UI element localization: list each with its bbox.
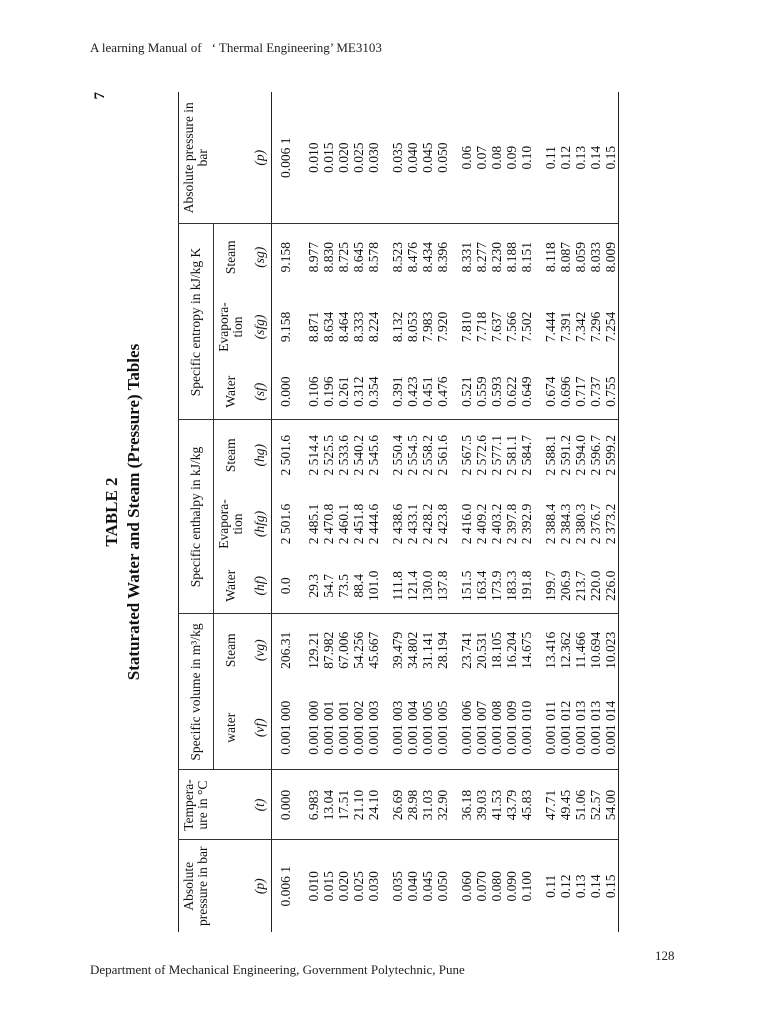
table-cell: 2 384.3 — [557, 503, 573, 545]
table-cell: 7.718 — [473, 311, 489, 343]
rotated-scanned-table — [92, 92, 648, 932]
table-cell: 0.001 001 — [321, 686, 336, 770]
table-cell: 183.3 — [504, 558, 519, 614]
table-row — [519, 92, 534, 932]
table-cell: 34.802 — [404, 631, 420, 669]
table-cell: 8.634 — [320, 311, 336, 343]
table-cell: 10.694 — [587, 631, 603, 669]
table-row — [504, 92, 519, 932]
table-cell: 130.0 — [420, 558, 435, 614]
table-cell: 0.737 — [588, 364, 603, 420]
table-cell: 41.53 — [489, 770, 504, 840]
table-cell: 8.009 — [603, 224, 619, 290]
table-cell: 0.010 — [297, 92, 321, 224]
header-specific-entropy: Specific entropy in kJ/kg K — [179, 224, 214, 420]
table-cell: 151.5 — [450, 558, 474, 614]
table-cell: 0.15 — [603, 840, 619, 932]
symbol-hg: (hg) — [251, 444, 267, 467]
table-row — [351, 92, 366, 932]
table-cell: 7.637 — [488, 311, 504, 343]
table-row — [297, 92, 321, 932]
page-header — [90, 40, 382, 56]
table-cell: 45.667 — [365, 631, 381, 669]
table-cell: 0.090 — [503, 871, 519, 902]
table-cell: 0.391 — [381, 364, 405, 420]
table-cell: 23.741 — [458, 631, 474, 669]
table-cell: 31.03 — [420, 770, 435, 840]
table-cell: 8.871 — [305, 311, 321, 343]
table-cell: 0.423 — [405, 364, 420, 420]
table-cell: 0.476 — [435, 364, 450, 420]
table-cell: 8.333 — [350, 311, 366, 343]
table-cell: 47.71 — [534, 770, 558, 840]
table-cell: 39.479 — [389, 631, 405, 669]
table-cell: 2 485.1 — [305, 503, 321, 545]
symbol-hf: (hf) — [249, 558, 272, 614]
table-cell: 0.001 003 — [381, 686, 405, 770]
table-cell: 2 588.1 — [542, 435, 558, 476]
table-cell: 21.10 — [351, 770, 366, 840]
table-cell: 0.020 — [335, 871, 351, 902]
subheader-entropy-evaporation: Evapora-tion — [215, 302, 245, 352]
table-cell: 2 572.6 — [473, 435, 489, 476]
table-cell: 0.080 — [488, 871, 504, 902]
table-cell: 28.194 — [434, 631, 450, 669]
table-cell: 0.050 — [435, 92, 450, 224]
table-cell: 52.57 — [588, 770, 603, 840]
table-cell: 191.8 — [519, 558, 534, 614]
table-cell: 7.444 — [542, 311, 558, 343]
table-cell: 8.476 — [404, 242, 420, 273]
table-cell: 54.256 — [350, 631, 366, 669]
table-cell: 0.696 — [558, 364, 573, 420]
table-cell: 6.983 — [297, 770, 321, 840]
table-cell: 101.0 — [366, 558, 381, 614]
table-cell: 0.001 012 — [558, 686, 573, 770]
table-cell: 0.001 008 — [489, 686, 504, 770]
table-cell: 0.000 — [271, 770, 297, 840]
table-cell: 29.3 — [297, 558, 321, 614]
table-cell: 2 423.8 — [434, 503, 450, 545]
table-cell: 8.230 — [488, 242, 504, 273]
table-cell: 7.254 — [603, 290, 619, 364]
table-cell: 206.9 — [558, 558, 573, 614]
table-cell: 2 403.2 — [488, 503, 504, 545]
table-cell: 2 596.7 — [587, 435, 603, 476]
table-cell: 24.10 — [366, 770, 381, 840]
table-cell: 2 373.2 — [603, 490, 619, 558]
table-row — [603, 92, 619, 932]
table-row — [366, 92, 381, 932]
table-row — [420, 92, 435, 932]
table-cell: 12.362 — [557, 631, 573, 669]
table-cell: 0.035 — [381, 92, 405, 224]
symbol-p-right: (p) — [249, 92, 272, 224]
table-cell: 49.45 — [558, 770, 573, 840]
table-cell: 26.69 — [381, 770, 405, 840]
table-cell: 213.7 — [573, 558, 588, 614]
table-cell: 0.622 — [504, 364, 519, 420]
table-cell: 8.033 — [587, 242, 603, 273]
table-cell: 8.331 — [458, 242, 474, 273]
table-cell: 0.755 — [603, 364, 619, 420]
page-number: 128 — [655, 948, 675, 963]
table-row — [573, 92, 588, 932]
table-cell: 7.983 — [419, 311, 435, 343]
table-cell: 0.12 — [557, 874, 573, 899]
table-cell: 0.09 — [504, 92, 519, 224]
table-row — [435, 92, 450, 932]
table-cell: 0.001 005 — [435, 686, 450, 770]
table-cell: 0.196 — [321, 364, 336, 420]
table-cell: 0.035 — [389, 871, 405, 902]
table-cell: 0.001 000 — [271, 686, 297, 770]
table-cell: 0.07 — [474, 92, 489, 224]
table-cell: 8.132 — [389, 311, 405, 343]
table-cell: 0.030 — [365, 871, 381, 902]
table-cell: 14.675 — [518, 631, 534, 669]
table-cell: 0.050 — [434, 871, 450, 902]
table-cell: 13.04 — [321, 770, 336, 840]
table-cell: 0.020 — [336, 92, 351, 224]
table-cell: 0.001 001 — [336, 686, 351, 770]
subheader-entropy-steam: Steam — [222, 240, 238, 275]
table-cell: 0.13 — [572, 874, 588, 899]
header-temperature: Tempera-ure in °C — [179, 770, 214, 840]
table-cell: 20.531 — [473, 631, 489, 669]
table-cell: 0.14 — [587, 874, 603, 899]
table-cell: 2 433.1 — [404, 503, 420, 545]
table-title: TABLE 2 — [102, 477, 121, 547]
table-cell: 0.001 007 — [474, 686, 489, 770]
table-cell: 8.224 — [365, 311, 381, 343]
table-cell: 28.98 — [405, 770, 420, 840]
book-page-number: 7 — [92, 92, 108, 100]
table-cell: 0.261 — [336, 364, 351, 420]
table-cell: 88.4 — [351, 558, 366, 614]
table-cell: 87.982 — [320, 631, 336, 669]
table-cell: 16.204 — [503, 631, 519, 669]
table-cell: 0.11 — [542, 874, 558, 898]
table-cell: 2 599.2 — [603, 420, 619, 490]
table-cell: 129.21 — [305, 631, 321, 669]
table-cell: 199.7 — [534, 558, 558, 614]
symbol-vf: (vf) — [249, 686, 272, 770]
table-cell: 7.342 — [572, 311, 588, 343]
subheader-volume-water: water — [213, 686, 249, 770]
table-cell: 2 444.6 — [365, 503, 381, 545]
table-cell: 111.8 — [381, 558, 405, 614]
table-cell: 8.087 — [557, 242, 573, 273]
table-cell: 36.18 — [450, 770, 474, 840]
table-row — [381, 92, 405, 932]
subheader-entropy-water: Water — [213, 364, 249, 420]
table-cell: 0.521 — [450, 364, 474, 420]
table-cell: 11.466 — [572, 631, 588, 669]
table-cell: 0.040 — [405, 92, 420, 224]
table-row — [405, 92, 420, 932]
table-cell: 0.106 — [297, 364, 321, 420]
table-cell: 0.649 — [519, 364, 534, 420]
table-cell: 2 460.1 — [335, 503, 351, 545]
table-cell: 2 514.4 — [305, 435, 321, 476]
table-cell: 2 376.7 — [587, 503, 603, 545]
table-cell: 9.158 — [277, 242, 293, 273]
table-cell: 8.059 — [572, 242, 588, 273]
table-row — [271, 92, 297, 932]
table-cell: 0.001 010 — [519, 686, 534, 770]
table-cell: 13.416 — [542, 631, 558, 669]
table-cell: 32.90 — [435, 770, 450, 840]
table-cell: 2 380.3 — [572, 503, 588, 545]
table-cell: 0.030 — [366, 92, 381, 224]
table-cell: 2 577.1 — [488, 435, 504, 476]
table-cell: 206.31 — [277, 631, 293, 669]
table-cell: 0.001 005 — [420, 686, 435, 770]
table-cell: 0.045 — [419, 871, 435, 902]
table-cell: 51.06 — [573, 770, 588, 840]
table-cell: 2 438.6 — [389, 503, 405, 545]
table-cell: 220.0 — [588, 558, 603, 614]
table-cell: 2 501.6 — [277, 503, 293, 545]
subheader-enthalpy-water: Water — [213, 558, 249, 614]
symbol-p: (p) — [251, 878, 267, 895]
table-cell: 0.006 1 — [277, 866, 293, 907]
table-cell: 2 533.6 — [335, 435, 351, 476]
table-cell: 0.001 002 — [351, 686, 366, 770]
table-cell: 0.025 — [350, 871, 366, 902]
table-cell: 2 501.6 — [277, 435, 293, 476]
table-cell: 17.51 — [336, 770, 351, 840]
table-cell: 7.920 — [434, 311, 450, 343]
table-cell: 0.015 — [321, 92, 336, 224]
table-cell: 2 409.2 — [473, 503, 489, 545]
table-cell: 137.8 — [435, 558, 450, 614]
table-cell: 2 525.5 — [320, 435, 336, 476]
table-row — [336, 92, 351, 932]
table-cell: 2 392.9 — [518, 503, 534, 545]
table-cell: 31.141 — [419, 631, 435, 669]
table-cell: 0.001 006 — [450, 686, 474, 770]
table-cell: 2 545.6 — [365, 435, 381, 476]
table-cell: 54.00 — [603, 770, 619, 840]
table-cell: 18.105 — [488, 631, 504, 669]
table-cell: 2 567.5 — [458, 435, 474, 476]
table-cell: 2 554.5 — [404, 435, 420, 476]
table-cell: 8.053 — [404, 311, 420, 343]
table-cell: 54.7 — [321, 558, 336, 614]
header-course-title: ‘ Thermal Engineering’ ME3103 — [211, 40, 382, 55]
table-cell: 0.001 004 — [405, 686, 420, 770]
table-cell: 0.06 — [450, 92, 474, 224]
table-cell: 0.10 — [519, 92, 534, 224]
table-cell: 2 428.2 — [419, 503, 435, 545]
table-cell: 0.451 — [420, 364, 435, 420]
header-specific-enthalpy: Specific enthalpy in kJ/kg — [179, 420, 214, 614]
table-cell: 7.296 — [587, 311, 603, 343]
table-cell: 0.010 — [305, 871, 321, 902]
subheader-volume-steam: Steam — [222, 633, 238, 668]
table-cell: 2 470.8 — [320, 503, 336, 545]
table-cell: 8.188 — [503, 242, 519, 273]
table-cell: 8.277 — [473, 242, 489, 273]
table-cell: 2 591.2 — [557, 435, 573, 476]
table-cell: 8.434 — [419, 242, 435, 273]
table-cell: 0.312 — [351, 364, 366, 420]
table-row — [588, 92, 603, 932]
table-cell: 163.4 — [474, 558, 489, 614]
table-cell: 226.0 — [603, 558, 619, 614]
table-cell: 0.14 — [588, 92, 603, 224]
table-cell: 2 558.2 — [419, 435, 435, 476]
table-cell: 0.15 — [603, 92, 619, 224]
table-cell: 173.9 — [489, 558, 504, 614]
table-cell: 2 561.6 — [434, 435, 450, 476]
table-cell: 67.006 — [335, 631, 351, 669]
table-row — [450, 92, 474, 932]
subheader-enthalpy-steam: Steam — [222, 438, 238, 473]
table-row — [489, 92, 504, 932]
table-cell: 0.001 013 — [573, 686, 588, 770]
table-cell: 7.391 — [557, 311, 573, 343]
table-cell: 8.151 — [518, 242, 534, 273]
table-cell: 0.001 014 — [603, 686, 619, 770]
table-cell: 8.396 — [434, 242, 450, 273]
table-cell: 0.100 — [518, 871, 534, 902]
header-absolute-pressure: Absolute pressure in bar — [181, 846, 210, 926]
table-cell: 73.5 — [336, 558, 351, 614]
table-cell: 0.015 — [320, 871, 336, 902]
table-cell: 10.023 — [603, 614, 619, 686]
table-subtitle: Staturated Water and Steam (Pressure) Tables — [124, 343, 143, 681]
table-cell: 0.354 — [366, 364, 381, 420]
table-cell: 0.001 013 — [588, 686, 603, 770]
header-absolute-pressure-right: Absolute pressure in bar — [179, 92, 214, 224]
table-cell: 0.11 — [534, 92, 558, 224]
table-cell: 0.001 011 — [534, 686, 558, 770]
symbol-sfg: (sfg) — [251, 314, 267, 340]
table-cell: 0.000 — [271, 364, 297, 420]
table-row — [558, 92, 573, 932]
table-cell: 2 397.8 — [503, 503, 519, 545]
table-cell: 121.4 — [405, 558, 420, 614]
table-cell: 2 584.7 — [518, 435, 534, 476]
table-cell: 8.645 — [350, 242, 366, 273]
table-cell: 0.070 — [473, 871, 489, 902]
symbol-sg: (sg) — [251, 246, 267, 268]
table-cell: 2 540.2 — [350, 435, 366, 476]
table-cell: 0.0 — [271, 558, 297, 614]
table-cell: 7.502 — [518, 311, 534, 343]
table-cell: 2 416.0 — [458, 503, 474, 545]
table-cell: 0.08 — [489, 92, 504, 224]
header-specific-volume: Specific volume in m³/kg — [179, 614, 214, 770]
table-cell: 0.593 — [489, 364, 504, 420]
symbol-hfg: (hfg) — [251, 510, 267, 538]
table-cell: 7.566 — [503, 311, 519, 343]
table-cell: 0.674 — [534, 364, 558, 420]
table-row — [474, 92, 489, 932]
table-cell: 2 594.0 — [572, 435, 588, 476]
subheader-enthalpy-evaporation: Evapora-tion — [215, 499, 245, 549]
table-cell: 9.158 — [277, 311, 293, 343]
table-cell: 2 581.1 — [503, 435, 519, 476]
page-footer: Department of Mechanical Engineering, Government Polytechnic, Pune — [90, 962, 465, 977]
symbol-t: (t) — [249, 770, 272, 840]
header-manual-label: A learning Manual of — [90, 40, 202, 55]
steam-table — [178, 92, 619, 932]
table-cell: 8.578 — [365, 242, 381, 273]
table-cell: 0.001 000 — [297, 686, 321, 770]
table-cell: 0.040 — [404, 871, 420, 902]
table-cell: 0.045 — [420, 92, 435, 224]
table-cell: 0.001 009 — [504, 686, 519, 770]
table-cell: 8.118 — [542, 242, 558, 273]
table-cell: 39.03 — [474, 770, 489, 840]
table-cell: 0.12 — [558, 92, 573, 224]
table-body — [271, 92, 618, 932]
table-cell: 0.001 003 — [366, 686, 381, 770]
table-cell: 7.810 — [458, 311, 474, 343]
symbol-vg: (vg) — [251, 639, 267, 662]
table-cell: 43.79 — [504, 770, 519, 840]
table-cell: 0.025 — [351, 92, 366, 224]
table-row — [321, 92, 336, 932]
table-cell: 8.830 — [320, 242, 336, 273]
table-cell: 0.717 — [573, 364, 588, 420]
table-cell: 0.006 1 — [271, 92, 297, 224]
table-cell: 8.977 — [305, 242, 321, 273]
table-cell: 0.559 — [474, 364, 489, 420]
table-cell: 2 451.8 — [350, 503, 366, 545]
symbol-sf: (sf) — [249, 364, 272, 420]
table-cell: 2 388.4 — [542, 503, 558, 545]
table-cell: 2 550.4 — [389, 435, 405, 476]
table-cell: 45.83 — [519, 770, 534, 840]
table-cell: 8.725 — [335, 242, 351, 273]
table-row — [534, 92, 558, 932]
table-cell: 8.523 — [389, 242, 405, 273]
table-cell: 0.13 — [573, 92, 588, 224]
table-cell: 0.060 — [458, 871, 474, 902]
table-cell: 8.464 — [335, 311, 351, 343]
